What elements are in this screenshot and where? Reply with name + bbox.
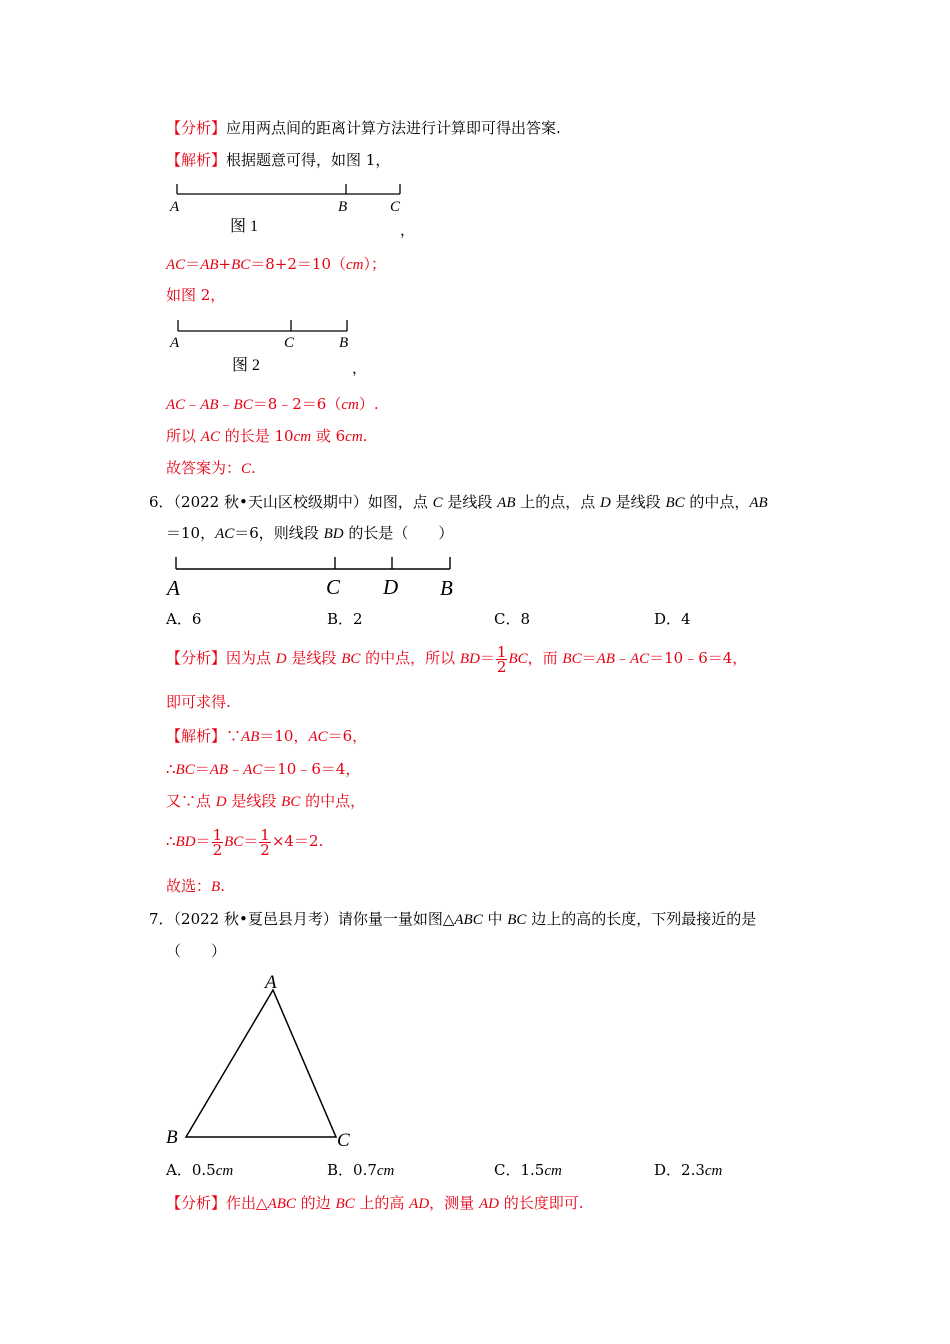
q6-sol-num1: 1 (212, 825, 223, 844)
q6-fig-label-d: D (383, 575, 399, 599)
q6-sol-l1-t1: ∵ (226, 727, 242, 745)
q6-sol-l1-body (226, 727, 367, 745)
q7-opt-b-unit: cm (376, 1163, 395, 1179)
q6-an-num: 1 (496, 642, 507, 661)
solution-q5-intro (166, 150, 390, 170)
q6-an-bd: BD (459, 651, 480, 667)
eq2-bc: BC (233, 397, 253, 413)
figure-2-intro: 如图 2， (166, 286, 226, 304)
q7-an-bc: BC (335, 1196, 355, 1212)
q6-sol-l1-ab: AB (241, 729, 260, 745)
equation-1 (166, 254, 386, 275)
eq2-ab: AB (200, 397, 219, 413)
q6-solution-l1 (166, 726, 367, 747)
eq1-ab: AB (200, 257, 219, 273)
q6-sol-l3-t1: 又∵点 (166, 792, 216, 810)
eq1-t3: ＝8+2＝10（ (250, 255, 347, 273)
eq1-t1: ＝ (185, 255, 201, 273)
q6-sol-l4-t1: ∴ (166, 832, 176, 850)
q6-l2-t1: ＝10， (166, 524, 216, 542)
q7-t3: 边上的高的长度，下列最接近的是 (526, 910, 757, 928)
eq1-bc: BC (231, 257, 251, 273)
q6-sol-l3-t2: 是线段 (226, 792, 282, 810)
q7-option-b[interactable] (327, 1160, 394, 1181)
q6-solution-l3 (166, 791, 365, 812)
q6-option-b[interactable]: B．2 (327, 610, 363, 628)
q6-fig-label-a: A (167, 576, 180, 600)
q6-an-ac: AC (629, 651, 650, 667)
fig1-caption: 图 1 (230, 218, 259, 235)
q6-answer-end: . (220, 877, 225, 895)
q6-an-fraction (496, 642, 508, 676)
q6-sol-l2-t1: ∴ (166, 760, 176, 778)
q7-t1: 7．（2022 秋•夏邑县月考）请你量一量如图△ (149, 910, 455, 928)
q6-sol-l2-t3: ﹣ (228, 760, 244, 778)
concl-unit1: cm (293, 429, 312, 445)
analysis-text: 应用两点间的距离计算方法进行计算即可得出答案. (226, 119, 561, 137)
q7-an-abc: ABC (267, 1196, 296, 1212)
q6-an-t5: ，而 (527, 649, 563, 667)
question-6-line1 (149, 492, 768, 513)
q7-opt-d-unit: cm (704, 1163, 723, 1179)
question-6-line2 (166, 523, 453, 544)
eq1-t2: + (218, 255, 232, 273)
fig2-caption: 图 2 (232, 357, 261, 374)
q6-sol-l2-t2: ＝ (194, 760, 210, 778)
eq1-t4: ）； (363, 255, 387, 273)
solution-intro: 根据题意可得，如图 1， (226, 151, 391, 169)
q7-fig-label-c: C (337, 1130, 350, 1151)
q6-sol-l2-t4: ＝10﹣6＝4， (262, 760, 361, 778)
q6-c: C (432, 495, 443, 511)
q6-an-t1: 因为点 (226, 649, 276, 667)
fig2-label-c: C (284, 335, 295, 351)
q6-t4: 是线段 (610, 493, 666, 511)
q6-sol-l1-t3: ＝6， (327, 727, 368, 745)
fig2-label-a: A (170, 335, 180, 351)
q7-opt-d-label: D．2.3 (654, 1161, 705, 1179)
q7-an-t1: 作出△ (226, 1194, 268, 1212)
q6-d: D (600, 495, 611, 511)
q6-sol-l4-bc: BC (224, 834, 244, 850)
figure-q7-triangle (160, 968, 360, 1154)
fig1-label-a: A (170, 199, 180, 215)
q6-sol-l4-t3: ＝ (243, 832, 259, 850)
eq2-t4: ）. (358, 395, 379, 413)
figure-2 (166, 314, 386, 376)
solution-tag: 【解析】 (166, 151, 227, 169)
q6-answer-label: 故选： (166, 877, 212, 895)
q6-ab2: AB (749, 495, 768, 511)
q6-sol-l3-bc: BC (281, 794, 301, 810)
answer-q5 (166, 458, 256, 479)
eq2-t1: ﹣ (185, 395, 201, 413)
q6-analysis (166, 643, 747, 674)
q6-analysis-line2: 即可求得. (166, 693, 231, 711)
q6-sol-l1-ac: AC (308, 729, 328, 745)
q6-ab: AB (497, 495, 516, 511)
fig2-trail: ， (352, 361, 368, 376)
q6-solution-l4 (166, 825, 323, 858)
q6-sol-fraction-2 (259, 825, 271, 859)
q7-option-a[interactable] (166, 1160, 233, 1181)
q6-an-t7: ﹣ (614, 649, 630, 667)
answer-q5-value: C (241, 461, 252, 477)
q6-sol-l1-t2: ＝10， (259, 727, 309, 745)
q7-opt-b-label: B．0.7 (327, 1161, 377, 1179)
question-7-line2: （ ） (166, 942, 227, 960)
q6-l2-t3: 的长是（ ） (343, 524, 454, 542)
fig1-trail: ， (400, 223, 416, 239)
q7-opt-a-label: A．0.5 (166, 1161, 216, 1179)
q6-an-t8: ＝10﹣6＝4， (649, 649, 748, 667)
q6-option-d[interactable]: D．4 (654, 610, 691, 628)
q6-answer (166, 876, 225, 897)
q6-sol-fraction-1 (212, 825, 224, 859)
concl-t3: 或 6 (311, 427, 346, 445)
q6-sol-den2: 2 (260, 840, 270, 859)
answer-q5-end: . (251, 459, 256, 477)
q6-t2: 是线段 (442, 493, 498, 511)
q6-t3: 上的点，点 (515, 493, 601, 511)
q6-analysis-body (226, 642, 748, 676)
equation-2 (166, 394, 379, 415)
q7-an-ad2: AD (478, 1196, 499, 1212)
fig2-label-b: B (339, 335, 349, 351)
fig1-label-b: B (338, 199, 348, 215)
q7-abc: ABC (454, 912, 483, 928)
eq2-t3: ＝8﹣2＝6（ (252, 395, 342, 413)
q6-t1: 6．（2022 秋•天山区校级期中）如图，点 (149, 493, 433, 511)
q6-l2-ac: AC (215, 526, 235, 542)
q7-option-d[interactable] (654, 1160, 722, 1181)
fig1-label-c: C (390, 199, 401, 215)
q6-an-t6: ＝ (581, 649, 597, 667)
q6-sol-num2: 1 (260, 825, 270, 844)
q7-option-c[interactable] (494, 1160, 562, 1181)
q6-analysis-tag: 【分析】 (166, 649, 227, 667)
concl-t1: 所以 (166, 427, 201, 445)
q6-t5: 的中点， (684, 493, 750, 511)
q7-opt-c-label: C．1.5 (494, 1161, 545, 1179)
question-7-line1 (149, 909, 756, 930)
q6-an-bc3: BC (562, 651, 582, 667)
q6-sol-l2-ac: AC (243, 762, 263, 778)
figure-1 (166, 178, 446, 240)
q7-an-t2: 的边 (295, 1194, 336, 1212)
eq2-unit: cm (341, 397, 359, 413)
q6-fig-label-b: B (440, 576, 453, 600)
q6-an-ab: AB (596, 651, 615, 667)
conclusion-q5 (166, 426, 367, 447)
concl-unit2: cm (345, 429, 363, 445)
q6-an-t2: 是线段 (286, 649, 342, 667)
analysis-tag: 【分析】 (166, 119, 227, 137)
q7-analysis-body (226, 1194, 583, 1212)
q7-fig-label-b: B (166, 1127, 178, 1148)
answer-q5-label: 故答案为： (166, 459, 242, 477)
q7-opt-a-unit: cm (215, 1163, 234, 1179)
q6-fig-label-c: C (326, 575, 341, 599)
q6-option-a[interactable]: A．6 (166, 610, 202, 628)
q7-t2: 中 (482, 910, 508, 928)
q6-sol-l4-bd: BD (175, 834, 196, 850)
concl-t4: . (362, 427, 368, 445)
q6-an-d: D (275, 651, 287, 667)
q6-an-t4: ＝ (479, 649, 495, 667)
concl-ac: AC (200, 429, 220, 445)
q7-an-t5: 的长度即可. (498, 1194, 584, 1212)
q7-an-t3: 上的高 (354, 1194, 410, 1212)
q7-bc: BC (507, 912, 527, 928)
q6-sol-l3-t3: 的中点， (300, 792, 366, 810)
q7-an-ad: AD (409, 1196, 430, 1212)
eq2-ac: AC (166, 397, 186, 413)
q7-an-t4: ，测量 (429, 1194, 479, 1212)
q6-l2-bd: BD (323, 526, 344, 542)
q6-an-t3: 的中点，所以 (360, 649, 460, 667)
q6-l2-t2: ＝6，则线段 (234, 524, 324, 542)
q6-solution-tag: 【解析】 (166, 727, 227, 745)
q6-sol-l2-bc: BC (175, 762, 195, 778)
q7-opt-c-unit: cm (544, 1163, 562, 1179)
analysis-q5 (166, 118, 561, 138)
q6-sol-l4-t2: ＝ (195, 832, 211, 850)
q6-an-bc: BC (341, 651, 361, 667)
q6-sol-l3-d: D (215, 794, 227, 810)
q7-analysis-tag: 【分析】 (166, 1194, 227, 1212)
q6-sol-l2-ab: AB (209, 762, 229, 778)
eq1-unit: cm (346, 257, 364, 273)
q6-sol-l4-t4: ×4＝2. (271, 832, 324, 850)
concl-t2: 的长是 10 (219, 427, 294, 445)
q6-option-c[interactable]: C．8 (494, 610, 531, 628)
q6-bc: BC (665, 495, 685, 511)
eq1-ac: AC (166, 257, 186, 273)
q7-analysis (166, 1193, 584, 1214)
figure-q6 (166, 552, 476, 602)
q7-fig-label-a: A (265, 972, 277, 993)
q6-sol-den1: 2 (212, 840, 223, 859)
eq2-t2: ﹣ (218, 395, 234, 413)
q6-an-den: 2 (496, 657, 507, 676)
q6-answer-value: B (211, 879, 221, 895)
q6-solution-l2 (166, 759, 360, 780)
q6-an-bc2: BC (508, 651, 528, 667)
